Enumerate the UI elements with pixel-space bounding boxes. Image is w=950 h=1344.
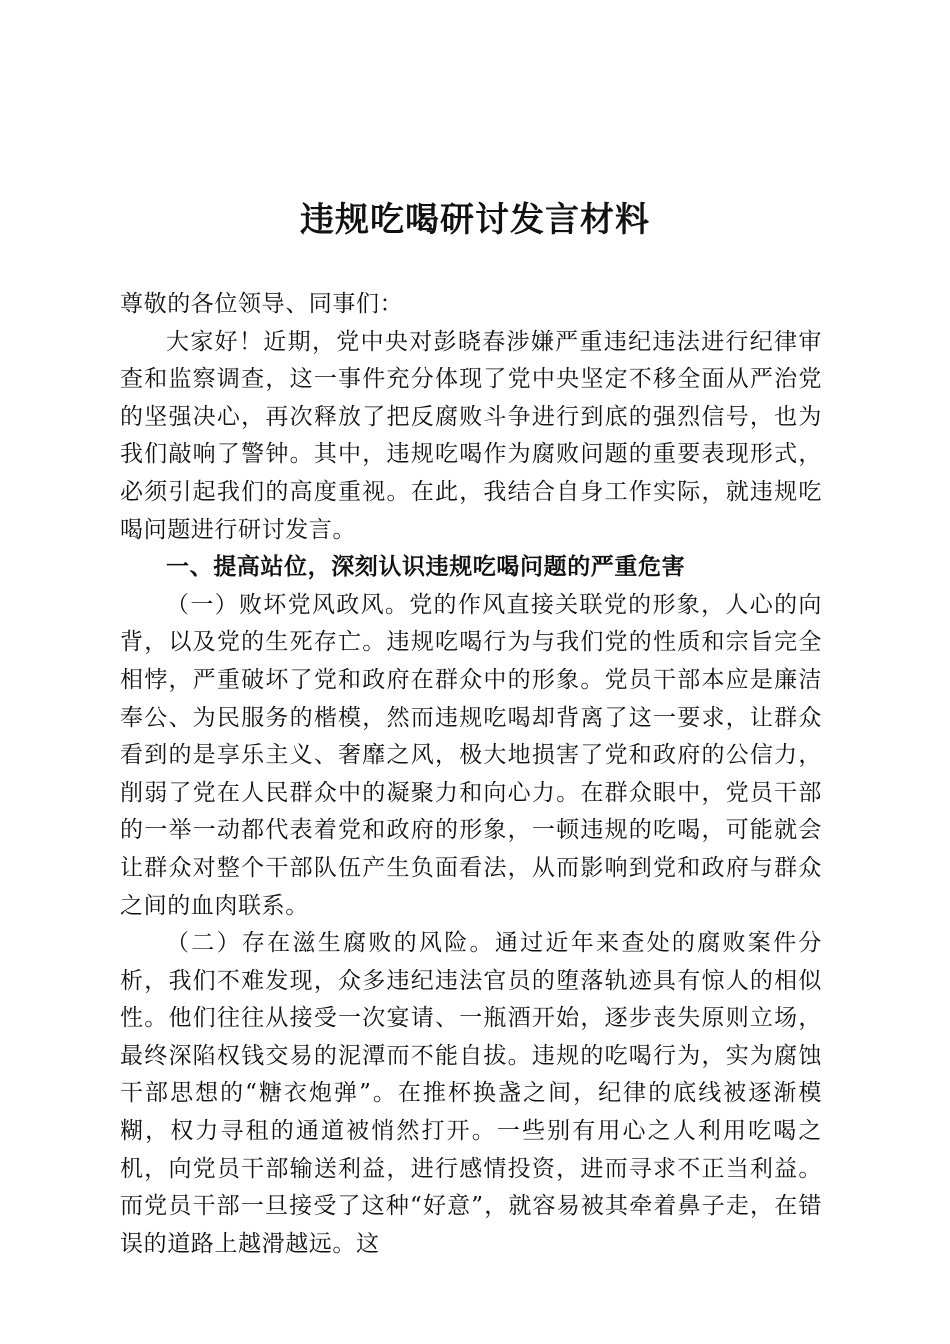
salutation: 尊敬的各位领导、同事们： <box>120 291 404 317</box>
subsection-2-text: 通过近年来查处的腐败案件分析，我们不难发现，众多违纪违法官员的堕落轨迹具有惊人的相似性。他们往往从接受一次宴请、一瓶酒开始，逐步丧失原则立场，最终深陷权钱交易的泥潭而不能自拔。违规的吃喝行为，实为腐蚀干部思想的“糖衣炮弹”。在推杯换盏之间，纪律的底线被逐渐模糊，权力寻租的通道被悄然打开。一些别有用心之人利用吃喝之机，向党员干部输送利益，进行感情投资，进而寻求不正当利益。而党员干部一旦接受了这种“好意”，就容易被其牵着鼻子走，在错误的道路上越滑越远。这 <box>120 930 822 1257</box>
subsection-1-lead: （一）败坏党风政风。 <box>166 591 410 618</box>
section-heading-1: 一、提高站位，深刻认识违规吃喝问题的严重危害 <box>166 554 686 581</box>
intro-paragraph: 大家好！近期，党中央对彭晓春涉嫌严重违纪违法进行纪律审查和监察调查，这一事件充分体现了党中央坚定不移全面从严治党的坚强决心，再次释放了把反腐败斗争进行到底的强烈信号，也为我们敲响了警钟。其中，违规吃喝作为腐败问题的重要表现形式，必须引起我们的高度重视。在此，我结合自身工作实际，就违规吃喝问题进行研讨发言。 <box>120 328 822 543</box>
document-body <box>120 286 822 1263</box>
subsection-1-paragraph <box>120 587 822 925</box>
subsection-1-text: 党的作风直接关联党的形象，人心的向背，以及党的生死存亡。违规吃喝行为与我们党的性质和宗旨完全相悖，严重破坏了党和政府在群众中的形象。党员干部本应是廉洁奉公、为民服务的楷模，然而违规吃喝却背离了这一要求，让群众看到的是享乐主义、奢靡之风，极大地损害了党和政府的公信力，削弱了党在人民群众中的凝聚力和向心力。在群众眼中，党员干部的一举一动都代表着党和政府的形象，一顿违规的吃喝，可能就会让群众对整个干部队伍产生负面看法，从而影响到党和政府与群众之间的血肉联系。 <box>120 591 823 919</box>
subsection-2-paragraph <box>120 925 822 1263</box>
subsection-2-lead: （二）存在滋生腐败的风险。 <box>166 930 495 957</box>
document-title: 违规吃喝研讨发言材料 <box>300 200 650 240</box>
